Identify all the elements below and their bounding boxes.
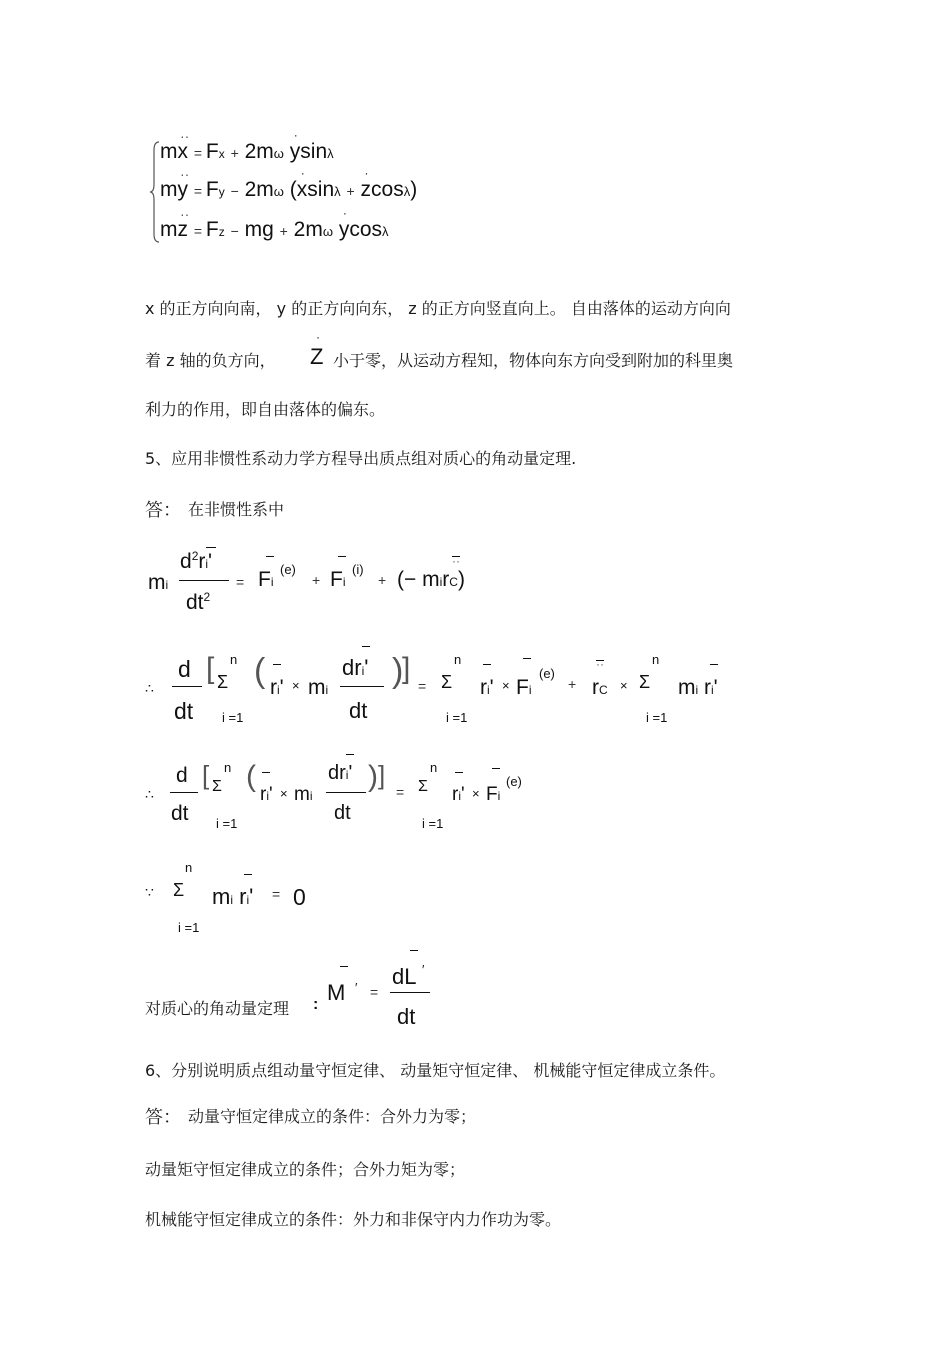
q5-theorem-label: 对质心的角动量定理 xyxy=(145,999,290,1018)
explain-line-2a: 着 z 轴的负方向， xyxy=(145,351,276,370)
q6-answer-2: 动量矩守恒定律成立的条件；合外力矩为零； xyxy=(145,1160,466,1179)
explain-line-1: x 的正方向向南， y 的正方向向东， z 的正方向竖直向上。 自由落体的运动方向向 xyxy=(145,299,731,318)
q5-answer-text: 在非惯性系中 xyxy=(188,500,285,519)
q6-answer-1: 动量守恒定律成立的条件：合外力为零； xyxy=(188,1107,477,1126)
q6-answer-3: 机械能守恒定律成立的条件：外力和非保守内力作功为零。 xyxy=(145,1210,562,1229)
q6-answer-prefix: 答： xyxy=(145,1107,181,1128)
explain-line-3: 利力的作用，即自由落体的偏东。 xyxy=(145,400,386,419)
explain-line-2b: 小于零，从运动方程知，物体向东方向受到附加的科里奥 xyxy=(333,351,734,370)
z-dot-symbol: Z · xyxy=(310,330,324,369)
q6-title: 6、分别说明质点组动量守恒定律、 动量矩守恒定律、 机械能守恒定律成立条件。 xyxy=(145,1061,726,1080)
equation-x: mx ·· = Fx + 2mω y · sinλ xyxy=(160,128,334,163)
q5-answer-prefix: 答： xyxy=(145,500,181,521)
equation-y: my ·· = Fy − 2mω (x · sinλ + z · cosλ) xyxy=(160,166,418,201)
equation-z: mz ·· = Fz − mg + 2mω y · cosλ xyxy=(160,206,389,241)
left-brace xyxy=(150,140,160,244)
q5-title: 5、应用非惯性系动力学方程导出质点组对质心的角动量定理. xyxy=(145,449,577,468)
